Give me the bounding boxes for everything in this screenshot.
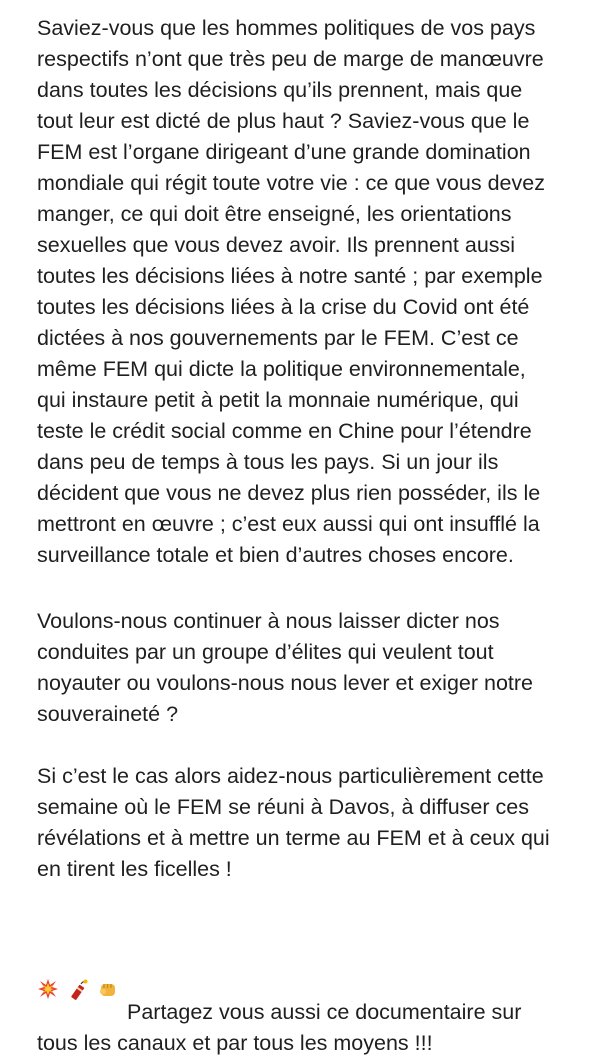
post-paragraph-2: Voulons-nous continuer à nous laisser dicter nos conduites par un groupe d’élites qui veulent tout noyauter ou voulons-nous nous lever et exiger notre souveraineté ? [37, 609, 534, 726]
collision-icon [37, 947, 63, 969]
post-paragraph-4-text: Partagez vous aussi ce documentaire sur tous les canaux et par tous les moyens !!! [37, 1000, 522, 1055]
oncoming-fist-icon [97, 947, 123, 969]
post-paragraph-3: Si c’est le cas alors aidez-nous particulièrement cette semaine où le FEM se réuni à Davos, à diffuser ces révélations et à mettre un terme au FEM et à ceux qui en tirent les ficelles ! [37, 764, 550, 881]
firecracker-icon [67, 947, 93, 969]
post-paragraph-1: Saviez-vous que les hommes politiques de vos pays respectifs n’ont que très peu de marge de manœuvre dans toutes les décisions qu’ils prennent, mais que tout leur est dicté de plus haut ? Saviez-vous que le FEM est l’organe dirigeant d’une grande domination mondiale qui régit toute votre vie : ce que vous devez manger, ce qui doit être enseigné, les orientations sexuelles que vous devez avoir. Ils prennent aussi toutes les décisions liées à notre santé ; par exemple toutes les décisions liées à la crise du Covid ont été dictées à nos gouvernements par le FEM. C’est ce même FEM qui dicte la politique environnementale, qui instaure petit à petit la monnaie numérique, qui teste le crédit social comme en Chine pour l’étendre dans peu de temps à tous les pays. Si un jour ils décident que vous ne devez plus rien posséder, ils le mettront en œuvre ; c’est eux aussi qui ont insufflé la surveillance totale et bien d’autres choses encore. [37, 16, 545, 567]
post-paragraph-4 [37, 916, 597, 1059]
